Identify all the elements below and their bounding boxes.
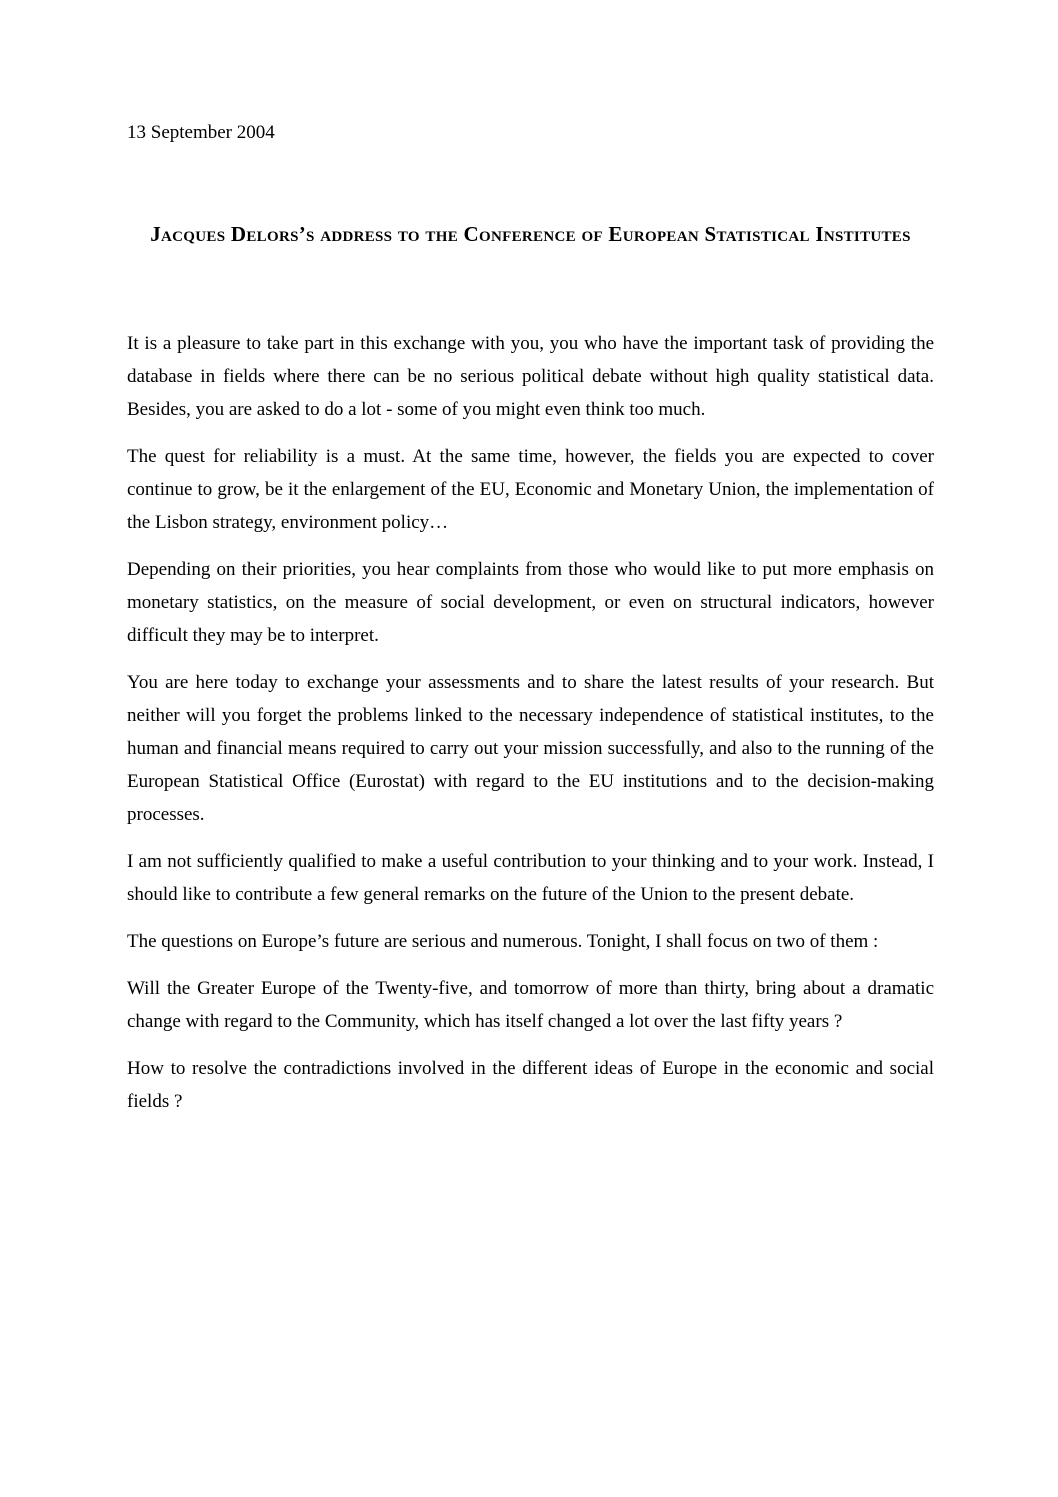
paragraph: Will the Greater Europe of the Twenty-five, and tomorrow of more than thirty, bring about a dramatic change with regard to the Community, which has itself changed a lot over the last fifty years ? bbox=[127, 978, 934, 1032]
paragraph: I am not sufficiently qualified to make a useful contribution to your thinking and to your work. Instead, I should like to contribute a few general remarks on the future of the Union to the present debate. bbox=[127, 851, 934, 905]
document-date: 13 September 2004 bbox=[127, 122, 275, 143]
document-title: Jacques Delors’s address to the Conference of European Statistical Institutes bbox=[150, 222, 911, 246]
paragraph: The quest for reliability is a must. At the same time, however, the fields you are expected to cover continue to grow, be it the enlargement of the EU, Economic and Monetary Union, the implementation of the Lisbon strategy, environment policy… bbox=[127, 446, 934, 533]
paragraph: It is a pleasure to take part in this exchange with you, you who have the important task of providing the database in fields where there can be no serious political debate without high quality statistical data. Besides, you are asked to do a lot - some of you might even think too much. bbox=[127, 333, 934, 420]
paragraph: How to resolve the contradictions involved in the different ideas of Europe in the economic and social fields ? bbox=[127, 1058, 934, 1112]
paragraph: Depending on their priorities, you hear complaints from those who would like to put more emphasis on monetary statistics, on the measure of social development, or even on structural indicators, however difficult they may be to interpret. bbox=[127, 559, 934, 646]
document-body bbox=[127, 327, 934, 1118]
paragraph: The questions on Europe’s future are serious and numerous. Tonight, I shall focus on two of them : bbox=[127, 931, 879, 952]
paragraph: You are here today to exchange your assessments and to share the latest results of your research. But neither will you forget the problems linked to the necessary independence of statistical institutes, to the human and financial means required to carry out your mission successfully, and also to the running of the European Statistical Office (Eurostat) with regard to the EU institutions and to the decision-making processes. bbox=[127, 672, 934, 825]
